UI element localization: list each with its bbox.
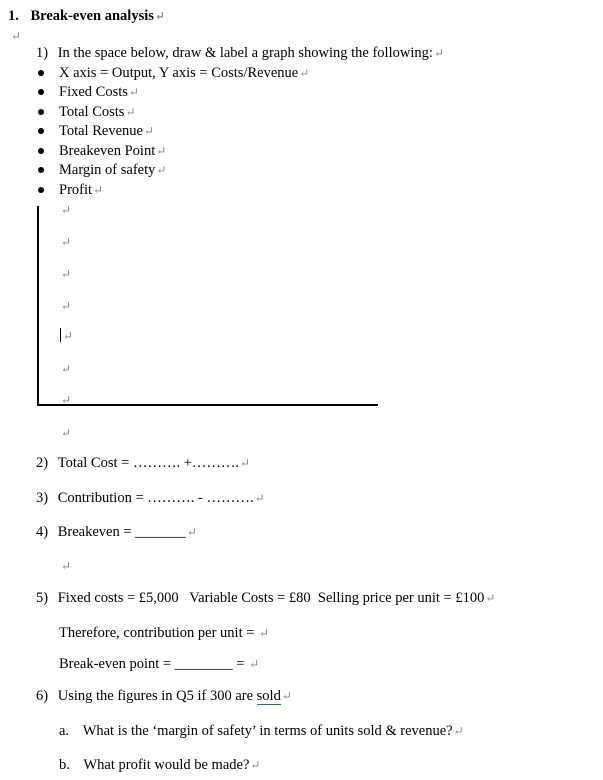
contribution-line[interactable]: Therefore, contribution per unit = ↵: [59, 625, 270, 641]
spellcheck-flagged-word[interactable]: sold: [256, 688, 281, 704]
bullet-dot-icon: [38, 89, 44, 95]
paragraph-mark-icon: ↵: [61, 426, 72, 440]
paragraph-mark-icon: ↵: [143, 124, 155, 138]
question-number: 2): [36, 455, 49, 471]
bullet-dot-icon: [38, 167, 44, 173]
paragraph-mark-icon: ↵: [156, 163, 167, 177]
paragraph-mark-icon: ↵: [61, 235, 72, 249]
x-axis-line: [37, 404, 378, 406]
heading-number: 1.: [8, 8, 19, 24]
paragraph-mark-icon: ↵: [61, 203, 72, 217]
bullet-dot-icon: [38, 128, 44, 134]
bullet-dot-icon: [38, 70, 44, 76]
question-6: [36, 687, 292, 705]
question-5-text: Fixed costs = £5,000 Variable Costs = £80 Selling price per unit = £100: [57, 590, 485, 606]
question-5: [36, 589, 495, 607]
paragraph-mark-icon: ↵: [186, 525, 197, 539]
answer-blank[interactable]: ………. +……….: [132, 455, 240, 471]
sub-question-b: [59, 756, 260, 774]
list-item: Fixed Costs↵: [59, 84, 139, 100]
paragraph-mark-icon: ↵: [299, 66, 310, 80]
paragraph-mark-icon: ↵: [453, 724, 464, 738]
question-number: 5): [36, 590, 49, 606]
list-item: Total Revenue↵: [59, 123, 155, 139]
question-number: 6): [36, 688, 49, 704]
question-2-label: Total Cost =: [57, 455, 133, 471]
question-1-intro: In the space below, draw & label a graph showing the following:: [57, 45, 433, 61]
sub-question-letter: b.: [59, 757, 70, 773]
paragraph-mark-icon: ↵: [240, 456, 251, 470]
paragraph-mark-icon: ↵: [11, 29, 22, 43]
paragraph-mark-icon: ↵: [61, 267, 72, 281]
paragraph-mark-icon: ↵: [485, 591, 496, 605]
question-number: 1): [36, 45, 49, 61]
bullet-dot-icon: [38, 148, 44, 154]
paragraph-mark-icon: ↵: [61, 393, 72, 407]
paragraph-mark-icon: ↵: [156, 144, 167, 158]
paragraph-mark-icon: ↵: [254, 491, 265, 505]
breakeven-point-line[interactable]: Break-even point = ________ = ↵: [59, 656, 260, 672]
paragraph-mark-icon: ↵: [249, 657, 260, 671]
y-axis-line: [37, 206, 39, 406]
question-6-text: Using the figures in Q5 if 300 are: [57, 688, 257, 704]
paragraph-mark-icon: ↵: [433, 46, 444, 60]
paragraph-mark-icon: ↵: [61, 559, 72, 573]
list-item: X axis = Output, Y axis = Costs/Revenue↵: [59, 65, 310, 81]
question-3: [36, 489, 265, 507]
sub-question-letter: a.: [59, 723, 70, 739]
question-4: [36, 523, 197, 541]
sub-question-b-text: What profit would be made?: [83, 757, 250, 773]
paragraph-mark-icon: ↵: [63, 329, 74, 343]
bullet-dot-icon: [38, 187, 44, 193]
paragraph-mark-icon: ↵: [93, 183, 104, 197]
list-item: Breakeven Point↵: [59, 143, 167, 159]
paragraph-mark-icon: ↵: [281, 689, 292, 703]
sub-question-a-text: What is the ‘margin of safety’ in terms of units sold & revenue?: [82, 723, 453, 739]
answer-blank[interactable]: ………. - ……….: [147, 490, 254, 506]
paragraph-mark-icon: ↵: [259, 626, 270, 640]
paragraph-mark-icon: ↵: [61, 299, 72, 313]
list-item: Profit↵: [59, 182, 104, 198]
paragraph-mark-icon: ↵: [250, 758, 261, 772]
heading-title: Break-even analysis: [30, 8, 154, 24]
list-item: Margin of safety↵: [59, 162, 167, 178]
question-number: 4): [36, 524, 49, 540]
bullet-dot-icon: [38, 109, 44, 115]
question-4-label: Breakeven =: [57, 524, 136, 540]
text-cursor: [60, 328, 61, 342]
section-heading: [8, 7, 165, 25]
paragraph-mark-icon: ↵: [154, 9, 165, 23]
sub-question-a: [59, 722, 464, 740]
answer-blank[interactable]: _______: [135, 524, 186, 540]
paragraph-mark-icon: ↵: [128, 85, 139, 99]
paragraph-mark-icon: ↵: [61, 362, 72, 376]
paragraph-mark-icon: ↵: [125, 105, 136, 119]
question-2: [36, 454, 250, 472]
question-3-label: Contribution =: [57, 490, 148, 506]
list-item: Total Costs↵: [59, 104, 136, 120]
question-1: [36, 44, 444, 62]
question-number: 3): [36, 490, 49, 506]
